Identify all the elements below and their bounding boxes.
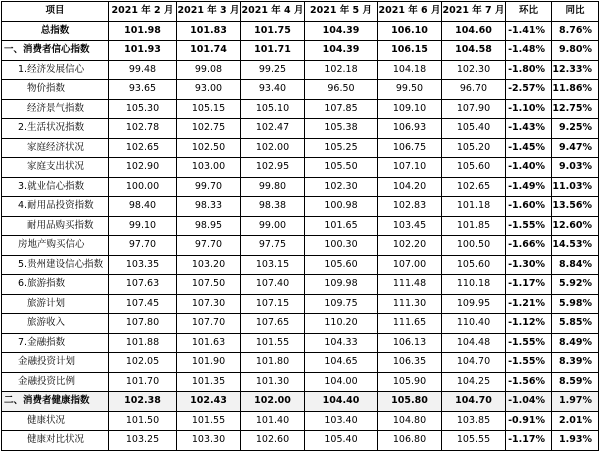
value-cell: 105.60 <box>442 255 506 275</box>
table-row <box>2 294 599 314</box>
row-label: 物价指数 <box>2 80 109 100</box>
yoy-cell: 11.86% <box>552 80 599 100</box>
value-cell: 96.70 <box>442 80 506 100</box>
value-cell: 98.38 <box>241 197 305 217</box>
value-cell: 101.85 <box>442 216 506 236</box>
value-cell: 104.65 <box>305 353 378 373</box>
value-cell: 111.30 <box>378 294 442 314</box>
value-cell: 105.60 <box>442 158 506 178</box>
value-cell: 109.10 <box>378 99 442 119</box>
value-cell: 96.50 <box>305 80 378 100</box>
value-cell: 110.40 <box>442 314 506 334</box>
mom-cell: -1.56% <box>506 372 552 392</box>
value-cell: 105.38 <box>305 119 378 139</box>
value-cell: 103.85 <box>442 411 506 431</box>
yoy-cell: 12.75% <box>552 99 599 119</box>
value-cell: 111.65 <box>378 314 442 334</box>
table-row <box>2 275 599 295</box>
table-row <box>2 392 599 412</box>
table-row <box>2 372 599 392</box>
value-cell: 105.20 <box>442 138 506 158</box>
value-cell: 102.38 <box>109 392 177 412</box>
value-cell: 102.78 <box>109 119 177 139</box>
row-label: 7.金融指数 <box>2 333 109 353</box>
value-cell: 106.35 <box>378 353 442 373</box>
mom-cell: -1.45% <box>506 138 552 158</box>
value-cell: 104.58 <box>442 41 506 61</box>
row-label: 一、消费者信心指数 <box>2 41 109 61</box>
value-cell: 102.65 <box>109 138 177 158</box>
mom-cell: -1.55% <box>506 333 552 353</box>
header-2021-06: 2021 年 6 月 <box>378 2 442 22</box>
value-cell: 109.75 <box>305 294 378 314</box>
header-yoy: 同比 <box>552 2 599 22</box>
table-row <box>2 431 599 451</box>
value-cell: 104.39 <box>305 41 378 61</box>
value-cell: 101.70 <box>109 372 177 392</box>
value-cell: 101.74 <box>177 41 241 61</box>
value-cell: 107.45 <box>109 294 177 314</box>
value-cell: 97.75 <box>241 236 305 256</box>
yoy-cell: 1.93% <box>552 431 599 451</box>
value-cell: 102.95 <box>241 158 305 178</box>
yoy-cell: 8.76% <box>552 21 599 41</box>
value-cell: 106.75 <box>378 138 442 158</box>
value-cell: 101.35 <box>177 372 241 392</box>
yoy-cell: 14.53% <box>552 236 599 256</box>
value-cell: 107.85 <box>305 99 378 119</box>
yoy-cell: 9.80% <box>552 41 599 61</box>
value-cell: 102.60 <box>241 431 305 451</box>
yoy-cell: 11.03% <box>552 177 599 197</box>
value-cell: 102.83 <box>378 197 442 217</box>
value-cell: 102.65 <box>442 177 506 197</box>
value-cell: 101.18 <box>442 197 506 217</box>
value-cell: 101.90 <box>177 353 241 373</box>
value-cell: 102.30 <box>442 60 506 80</box>
value-cell: 106.13 <box>378 333 442 353</box>
value-cell: 101.71 <box>241 41 305 61</box>
header-2021-07: 2021 年 7 月 <box>442 2 506 22</box>
value-cell: 105.90 <box>378 372 442 392</box>
value-cell: 100.00 <box>109 177 177 197</box>
value-cell: 102.00 <box>241 138 305 158</box>
value-cell: 104.25 <box>442 372 506 392</box>
value-cell: 106.10 <box>378 21 442 41</box>
value-cell: 107.80 <box>109 314 177 334</box>
value-cell: 104.48 <box>442 333 506 353</box>
value-cell: 104.70 <box>442 392 506 412</box>
row-label: 家庭经济状况 <box>2 138 109 158</box>
table-row <box>2 197 599 217</box>
mom-cell: -1.30% <box>506 255 552 275</box>
mom-cell: -1.55% <box>506 353 552 373</box>
mom-cell: -2.57% <box>506 80 552 100</box>
yoy-cell: 12.60% <box>552 216 599 236</box>
row-label: 4.耐用品投资指数 <box>2 197 109 217</box>
table-container <box>1 1 598 451</box>
value-cell: 103.25 <box>109 431 177 451</box>
value-cell: 102.20 <box>378 236 442 256</box>
table-row <box>2 314 599 334</box>
mom-cell: -1.21% <box>506 294 552 314</box>
value-cell: 93.65 <box>109 80 177 100</box>
value-cell: 100.30 <box>305 236 378 256</box>
value-cell: 107.65 <box>241 314 305 334</box>
value-cell: 104.60 <box>442 21 506 41</box>
header-2021-02: 2021 年 2 月 <box>109 2 177 22</box>
table-row <box>2 158 599 178</box>
value-cell: 99.50 <box>378 80 442 100</box>
yoy-cell: 8.49% <box>552 333 599 353</box>
table-row <box>2 236 599 256</box>
mom-cell: -1.43% <box>506 119 552 139</box>
value-cell: 102.05 <box>109 353 177 373</box>
value-cell: 105.55 <box>442 431 506 451</box>
value-cell: 103.45 <box>378 216 442 236</box>
value-cell: 106.80 <box>378 431 442 451</box>
value-cell: 101.98 <box>109 21 177 41</box>
value-cell: 104.33 <box>305 333 378 353</box>
value-cell: 99.25 <box>241 60 305 80</box>
value-cell: 105.30 <box>109 99 177 119</box>
mom-cell: -1.17% <box>506 275 552 295</box>
value-cell: 104.80 <box>378 411 442 431</box>
value-cell: 110.18 <box>442 275 506 295</box>
value-cell: 99.10 <box>109 216 177 236</box>
table-row <box>2 21 599 41</box>
table-row <box>2 353 599 373</box>
row-label: 旅游计划 <box>2 294 109 314</box>
value-cell: 98.40 <box>109 197 177 217</box>
yoy-cell: 5.85% <box>552 314 599 334</box>
mom-cell: -1.49% <box>506 177 552 197</box>
value-cell: 105.10 <box>241 99 305 119</box>
value-cell: 100.50 <box>442 236 506 256</box>
value-cell: 104.39 <box>305 21 378 41</box>
mom-cell: -1.48% <box>506 41 552 61</box>
header-item: 项目 <box>2 2 109 22</box>
row-label: 房地产购买信心 <box>2 236 109 256</box>
value-cell: 98.95 <box>177 216 241 236</box>
row-label: 健康状况 <box>2 411 109 431</box>
value-cell: 105.25 <box>305 138 378 158</box>
value-cell: 111.48 <box>378 275 442 295</box>
row-label: 3.就业信心指数 <box>2 177 109 197</box>
value-cell: 99.80 <box>241 177 305 197</box>
yoy-cell: 12.33% <box>552 60 599 80</box>
row-label: 经济景气指数 <box>2 99 109 119</box>
mom-cell: -1.04% <box>506 392 552 412</box>
value-cell: 93.00 <box>177 80 241 100</box>
value-cell: 102.43 <box>177 392 241 412</box>
table-row <box>2 80 599 100</box>
value-cell: 105.40 <box>305 431 378 451</box>
value-cell: 102.30 <box>305 177 378 197</box>
value-cell: 104.00 <box>305 372 378 392</box>
mom-cell: -1.80% <box>506 60 552 80</box>
value-cell: 101.40 <box>241 411 305 431</box>
value-cell: 101.80 <box>241 353 305 373</box>
value-cell: 97.70 <box>177 236 241 256</box>
yoy-cell: 8.59% <box>552 372 599 392</box>
row-label: 2.生活状况指数 <box>2 119 109 139</box>
value-cell: 101.83 <box>177 21 241 41</box>
value-cell: 107.15 <box>241 294 305 314</box>
row-label: 耐用品购买指数 <box>2 216 109 236</box>
value-cell: 103.40 <box>305 411 378 431</box>
header-2021-05: 2021 年 5 月 <box>305 2 378 22</box>
value-cell: 107.00 <box>378 255 442 275</box>
value-cell: 99.00 <box>241 216 305 236</box>
value-cell: 101.55 <box>241 333 305 353</box>
mom-cell: -1.60% <box>506 197 552 217</box>
yoy-cell: 5.98% <box>552 294 599 314</box>
mom-cell: -1.55% <box>506 216 552 236</box>
value-cell: 101.63 <box>177 333 241 353</box>
mom-cell: -1.17% <box>506 431 552 451</box>
value-cell: 107.30 <box>177 294 241 314</box>
yoy-cell: 9.47% <box>552 138 599 158</box>
mom-cell: -0.91% <box>506 411 552 431</box>
value-cell: 103.30 <box>177 431 241 451</box>
value-cell: 101.65 <box>305 216 378 236</box>
header-row <box>2 2 599 22</box>
value-cell: 102.00 <box>241 392 305 412</box>
table-row <box>2 138 599 158</box>
value-cell: 110.20 <box>305 314 378 334</box>
table-row <box>2 411 599 431</box>
value-cell: 105.15 <box>177 99 241 119</box>
header-2021-04: 2021 年 4 月 <box>241 2 305 22</box>
value-cell: 106.15 <box>378 41 442 61</box>
row-label: 健康对比状况 <box>2 431 109 451</box>
value-cell: 104.70 <box>442 353 506 373</box>
value-cell: 102.75 <box>177 119 241 139</box>
row-label: 旅游收入 <box>2 314 109 334</box>
yoy-cell: 8.84% <box>552 255 599 275</box>
value-cell: 107.40 <box>241 275 305 295</box>
row-label: 6.旅游指数 <box>2 275 109 295</box>
header-2021-03: 2021 年 3 月 <box>177 2 241 22</box>
mom-cell: -1.41% <box>506 21 552 41</box>
value-cell: 98.33 <box>177 197 241 217</box>
value-cell: 109.98 <box>305 275 378 295</box>
value-cell: 103.20 <box>177 255 241 275</box>
header-mom: 环比 <box>506 2 552 22</box>
value-cell: 103.15 <box>241 255 305 275</box>
yoy-cell: 8.39% <box>552 353 599 373</box>
value-cell: 102.47 <box>241 119 305 139</box>
value-cell: 106.93 <box>378 119 442 139</box>
row-label: 总指数 <box>2 21 109 41</box>
yoy-cell: 5.92% <box>552 275 599 295</box>
yoy-cell: 13.56% <box>552 197 599 217</box>
value-cell: 105.40 <box>442 119 506 139</box>
row-label: 金融投资比例 <box>2 372 109 392</box>
mom-cell: -1.12% <box>506 314 552 334</box>
value-cell: 101.50 <box>109 411 177 431</box>
value-cell: 107.50 <box>177 275 241 295</box>
table-row <box>2 41 599 61</box>
value-cell: 103.00 <box>177 158 241 178</box>
row-label: 二、消费者健康指数 <box>2 392 109 412</box>
table-body <box>2 21 599 450</box>
value-cell: 99.70 <box>177 177 241 197</box>
value-cell: 100.98 <box>305 197 378 217</box>
mom-cell: -1.40% <box>506 158 552 178</box>
table-row <box>2 255 599 275</box>
value-cell: 105.60 <box>305 255 378 275</box>
value-cell: 101.88 <box>109 333 177 353</box>
row-label: 5.贵州建设信心指数 <box>2 255 109 275</box>
table-row <box>2 99 599 119</box>
table-row <box>2 216 599 236</box>
value-cell: 102.18 <box>305 60 378 80</box>
value-cell: 99.08 <box>177 60 241 80</box>
value-cell: 97.70 <box>109 236 177 256</box>
value-cell: 102.90 <box>109 158 177 178</box>
value-cell: 105.80 <box>378 392 442 412</box>
value-cell: 101.75 <box>241 21 305 41</box>
row-label: 金融投资计划 <box>2 353 109 373</box>
value-cell: 99.48 <box>109 60 177 80</box>
value-cell: 107.90 <box>442 99 506 119</box>
table-row <box>2 119 599 139</box>
yoy-cell: 9.03% <box>552 158 599 178</box>
mom-cell: -1.10% <box>506 99 552 119</box>
value-cell: 105.50 <box>305 158 378 178</box>
value-cell: 109.95 <box>442 294 506 314</box>
value-cell: 107.70 <box>177 314 241 334</box>
value-cell: 107.63 <box>109 275 177 295</box>
value-cell: 101.55 <box>177 411 241 431</box>
value-cell: 103.35 <box>109 255 177 275</box>
value-cell: 101.93 <box>109 41 177 61</box>
value-cell: 104.20 <box>378 177 442 197</box>
value-cell: 93.40 <box>241 80 305 100</box>
table-row <box>2 60 599 80</box>
yoy-cell: 9.25% <box>552 119 599 139</box>
yoy-cell: 1.97% <box>552 392 599 412</box>
value-cell: 101.30 <box>241 372 305 392</box>
table-row <box>2 333 599 353</box>
row-label: 1.经济发展信心 <box>2 60 109 80</box>
value-cell: 104.40 <box>305 392 378 412</box>
value-cell: 102.50 <box>177 138 241 158</box>
yoy-cell: 2.01% <box>552 411 599 431</box>
row-label: 家庭支出状况 <box>2 158 109 178</box>
table-row <box>2 177 599 197</box>
value-cell: 107.10 <box>378 158 442 178</box>
index-table <box>1 1 599 451</box>
value-cell: 104.18 <box>378 60 442 80</box>
mom-cell: -1.66% <box>506 236 552 256</box>
